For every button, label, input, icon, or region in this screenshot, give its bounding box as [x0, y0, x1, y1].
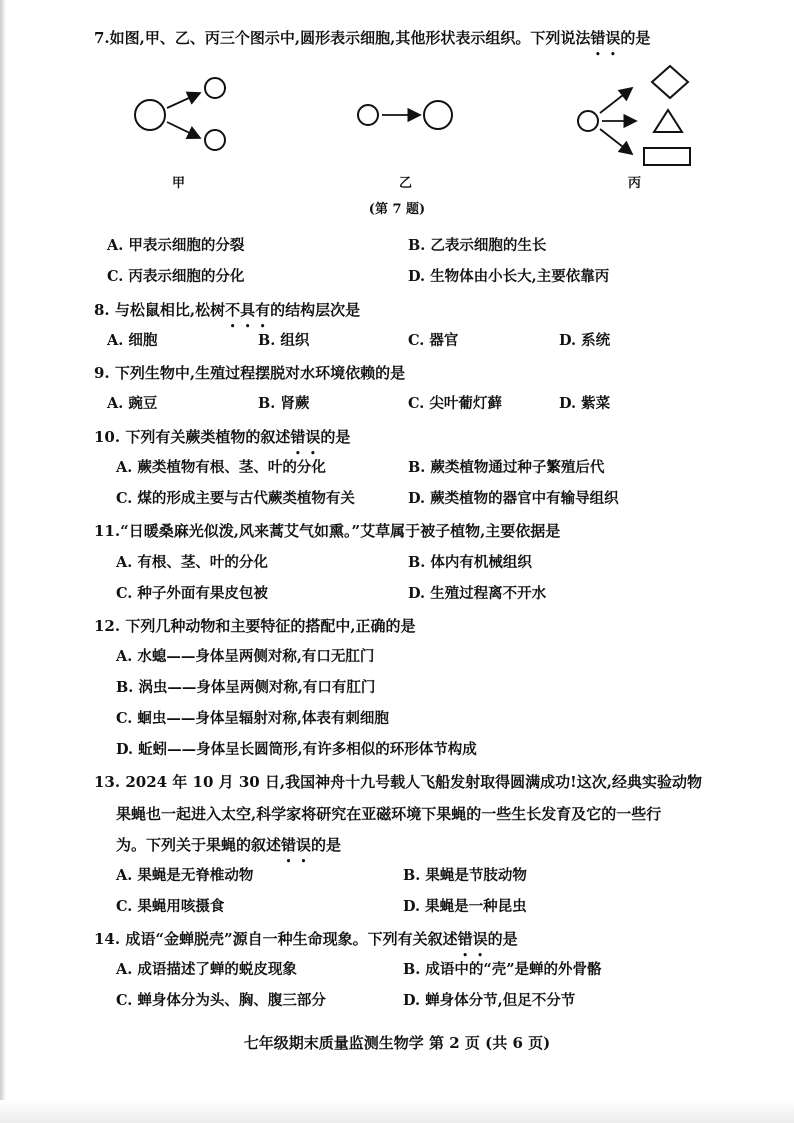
question-12-stem: 12. 下列几种动物和主要特征的搭配中,正确的是	[94, 617, 416, 635]
emphasized-char: 错	[457, 930, 473, 948]
question-13-line-1: 13. 2024 年 10 月 30 日,我国神舟十九号载人飞船发射取得圆满成功!这次,经典实验动物	[94, 773, 702, 791]
q13-option-d: D. 果蝇是一种昆虫	[403, 898, 527, 915]
figure-bing	[578, 66, 690, 165]
emphasized-char: 有	[255, 301, 271, 319]
q7-option-c: C. 丙表示细胞的分化	[107, 268, 245, 285]
q9-option-c: C. 尖叶葡灯藓	[408, 395, 502, 412]
question-7-figure	[120, 60, 710, 170]
q9-option-b: B. 肾蕨	[258, 395, 310, 412]
scan-bottom-shadow	[0, 1100, 794, 1123]
q12-option-d: D. 蚯蚓——身体呈长圆筒形,有许多相似的环形体节构成	[116, 741, 477, 758]
emphasized-char: 错	[590, 29, 606, 47]
q7-option-b: B. 乙表示细胞的生长	[408, 237, 547, 254]
emphasis-dots	[290, 428, 320, 446]
q7-option-a: A. 甲表示细胞的分裂	[107, 237, 245, 254]
emphasized-char: 不	[225, 301, 241, 319]
q8-option-a: A. 细胞	[107, 332, 158, 349]
question-10-stem: 10. 下列有关蕨类植物的叙述错误的是	[94, 428, 351, 446]
q14-option-a: A. 成语描述了蝉的蜕皮现象	[116, 961, 297, 978]
question-8-stem: 8. 与松鼠相比,松树不具有的结构层次是	[94, 301, 361, 319]
figure-caption: (第 7 题)	[368, 202, 426, 217]
q7-option-d: D. 生物体由小长大,主要依靠丙	[408, 268, 610, 285]
question-13-line-3: 为。下列关于果蝇的叙述错误的是	[116, 836, 342, 854]
emphasized-char: 错	[290, 428, 306, 446]
q8-option-c: C. 器官	[408, 332, 459, 349]
q10-option-c: C. 煤的形成主要与古代蕨类植物有关	[116, 490, 355, 507]
q11-option-a: A. 有根、茎、叶的分化	[116, 554, 268, 571]
q8-option-d: D. 系统	[559, 332, 611, 349]
q12-option-c: C. 蛔虫——身体呈辐射对称,体表有刺细胞	[116, 710, 389, 727]
q12-option-a: A. 水螅——身体呈两侧对称,有口无肛门	[116, 648, 375, 665]
emphasized-char: 误	[472, 930, 488, 948]
emphasis-dots	[458, 930, 488, 948]
question-9-stem: 9. 下列生物中,生殖过程摆脱对水环境依赖的是	[94, 364, 406, 382]
emphasis-dots	[281, 836, 311, 854]
page-footer: 七年级期末质量监测生物学 第 2 页 (共 6 页)	[243, 1034, 551, 1052]
figure-jia	[135, 78, 225, 150]
figure-label-jia: 甲	[172, 176, 186, 191]
question-14-stem: 14. 成语“金蝉脱壳”源自一种生命现象。下列有关叙述错误的是	[94, 930, 518, 948]
emphasis-dots	[590, 29, 620, 47]
figure-label-yi: 乙	[399, 176, 413, 191]
q13-option-b: B. 果蝇是节肢动物	[403, 867, 527, 884]
q9-option-a: A. 豌豆	[107, 395, 158, 412]
page-edge-shadow	[0, 0, 6, 1123]
q11-option-d: D. 生殖过程离不开水	[408, 585, 547, 602]
emphasized-char: 错	[281, 836, 297, 854]
q14-option-c: C. 蝉身体分为头、胸、腹三部分	[116, 992, 326, 1009]
q14-option-d: D. 蝉身体分节,但足不分节	[403, 992, 576, 1009]
emphasized-char: 具	[240, 301, 256, 319]
question-7-stem: 7.如图,甲、乙、丙三个图示中,圆形表示细胞,其他形状表示组织。下列说法错误的是	[94, 29, 651, 47]
q10-option-a: A. 蕨类植物有根、茎、叶的分化	[116, 459, 326, 476]
q13-option-c: C. 果蝇用咳摄食	[116, 898, 225, 915]
q13-option-a: A. 果蝇是无脊椎动物	[116, 867, 254, 884]
q12-option-b: B. 涡虫——身体呈两侧对称,有口有肛门	[116, 679, 376, 696]
figure-yi	[358, 101, 452, 129]
emphasized-char: 误	[296, 836, 312, 854]
q11-option-c: C. 种子外面有果皮包被	[116, 585, 268, 602]
emphasized-char: 误	[605, 29, 621, 47]
q10-option-d: D. 蕨类植物的器官中有输导组织	[408, 490, 619, 507]
question-13-line-2: 果蝇也一起进入太空,科学家将研究在亚磁环境下果蝇的一些生长发育及它的一些行	[116, 805, 662, 823]
q9-option-d: D. 紫菜	[559, 395, 611, 412]
q8-option-b: B. 组织	[258, 332, 310, 349]
emphasis-dots	[225, 301, 270, 319]
q14-option-b: B. 成语中的“壳”是蝉的外骨骼	[403, 961, 602, 978]
question-11-stem: 11.“日暖桑麻光似泼,风来蒿艾气如熏。”艾草属于被子植物,主要依据是	[94, 522, 561, 540]
emphasized-char: 误	[305, 428, 321, 446]
q10-option-b: B. 蕨类植物通过种子繁殖后代	[408, 459, 605, 476]
q11-option-b: B. 体内有机械组织	[408, 554, 532, 571]
figure-label-bing: 丙	[628, 176, 642, 191]
